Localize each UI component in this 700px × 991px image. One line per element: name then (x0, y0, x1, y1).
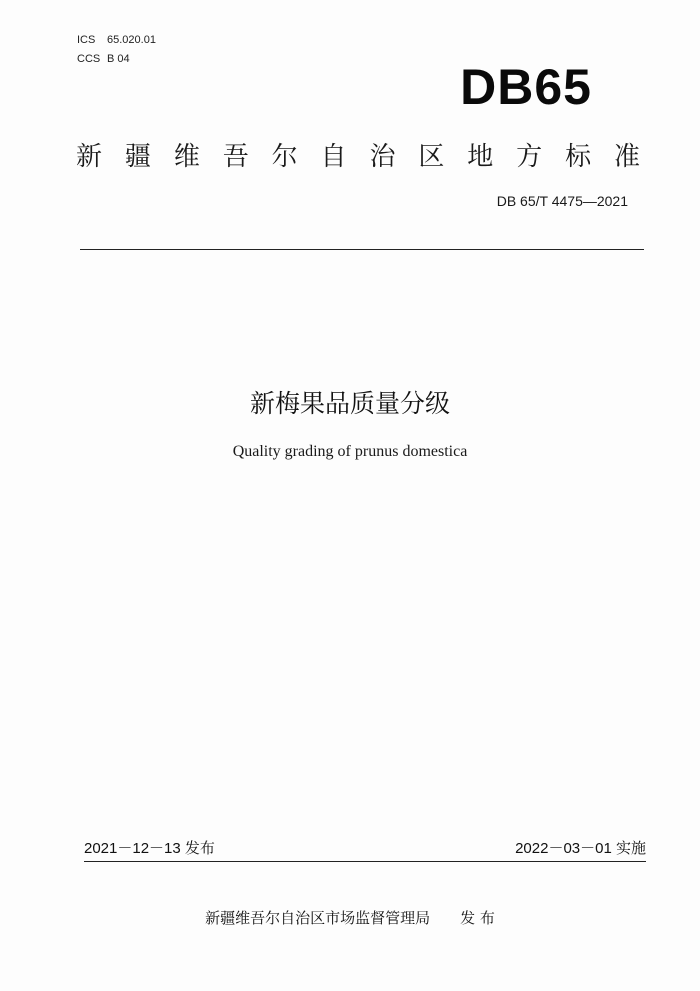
publisher-action: 发 布 (460, 909, 495, 927)
ics-value: 65.020.01 (107, 34, 156, 46)
ccs-label: CCS (77, 53, 101, 65)
document-title-english: Quality grading of prunus domestica (232, 443, 468, 460)
db65-logo: DB65 (460, 59, 592, 115)
ccs-value: B 04 (107, 53, 130, 65)
standard-class-char: 准 (613, 142, 640, 172)
standard-number: DB 65/T 4475—2021 (496, 193, 628, 209)
standard-class-char: 新 (76, 142, 103, 172)
top-divider (80, 249, 644, 250)
standard-class-char: 地 (467, 142, 494, 172)
standard-class-char: 治 (369, 142, 396, 172)
publisher-line (0, 907, 700, 928)
document-title-chinese: 新梅果品质量分级 (249, 389, 450, 418)
issue-date: 2021－12－13 发布 (84, 840, 215, 857)
ccs-code (77, 53, 130, 65)
ics-label: ICS (77, 34, 96, 46)
standard-class-char: 方 (516, 142, 543, 172)
standard-class-title (76, 136, 640, 173)
publisher-name: 新疆维吾尔自治区市场监督管理局 (205, 909, 431, 927)
standard-class-char: 标 (565, 142, 592, 172)
standard-class-char: 尔 (271, 142, 298, 172)
standard-class-char: 吾 (222, 142, 249, 172)
bottom-divider (84, 861, 646, 862)
implementation-date: 2022－03－01 实施 (515, 840, 646, 857)
ics-code (77, 34, 156, 46)
standard-class-char: 疆 (124, 142, 151, 172)
standard-class-char: 自 (320, 142, 347, 172)
standard-class-char: 维 (173, 142, 200, 172)
standard-class-char: 区 (418, 142, 445, 172)
